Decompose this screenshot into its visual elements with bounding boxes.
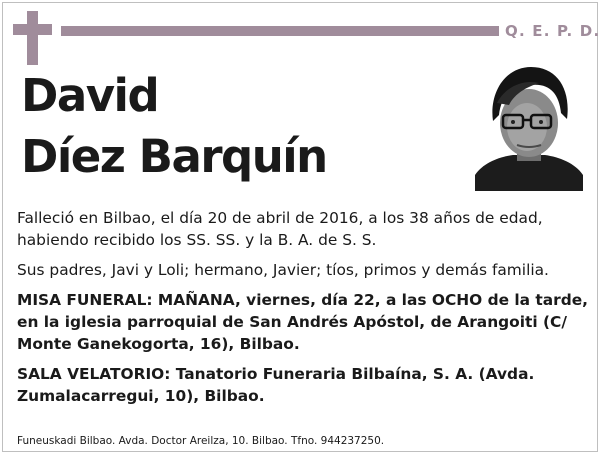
- portrait-icon: [475, 63, 583, 191]
- deceased-first-name: David: [21, 69, 159, 122]
- cross-icon-bar: [13, 24, 52, 35]
- qepd-label: Q. E. P. D.: [505, 22, 600, 40]
- family-paragraph: Sus padres, Javi y Loli; hermano, Javier; tíos, primos y demás familia.: [17, 261, 549, 279]
- deceased-surnames: Díez Barquín: [21, 130, 327, 183]
- death-paragraph: Falleció en Bilbao, el día 20 de abril de 2016, a los 38 años de edad, habiendo recibido los SS. SS. y la B. A. de S. S.: [17, 209, 543, 249]
- wake-paragraph: SALA VELATORIO: Tanatorio Funeraria Bilbaína, S. A. (Avda. Zumalacarregui, 10), Bilbao.: [17, 365, 535, 405]
- funeral-paragraph: MISA FUNERAL: MAÑANA, viernes, día 22, a las OCHO de la tarde, en la iglesia parroquial de San Andrés Apóstol, de Arangoiti (C/ Monte Ganekogorta, 16), Bilbao.: [17, 291, 589, 353]
- portrait-photo: [475, 63, 583, 191]
- cross-icon: [27, 11, 38, 65]
- header-rule: [61, 26, 499, 36]
- funeral-home-footer: Funeuskadi Bilbao. Avda. Doctor Areilza, 10. Bilbao. Tfno. 944237250.: [17, 435, 385, 447]
- notice-body: [17, 207, 589, 415]
- obituary-notice: [2, 2, 598, 452]
